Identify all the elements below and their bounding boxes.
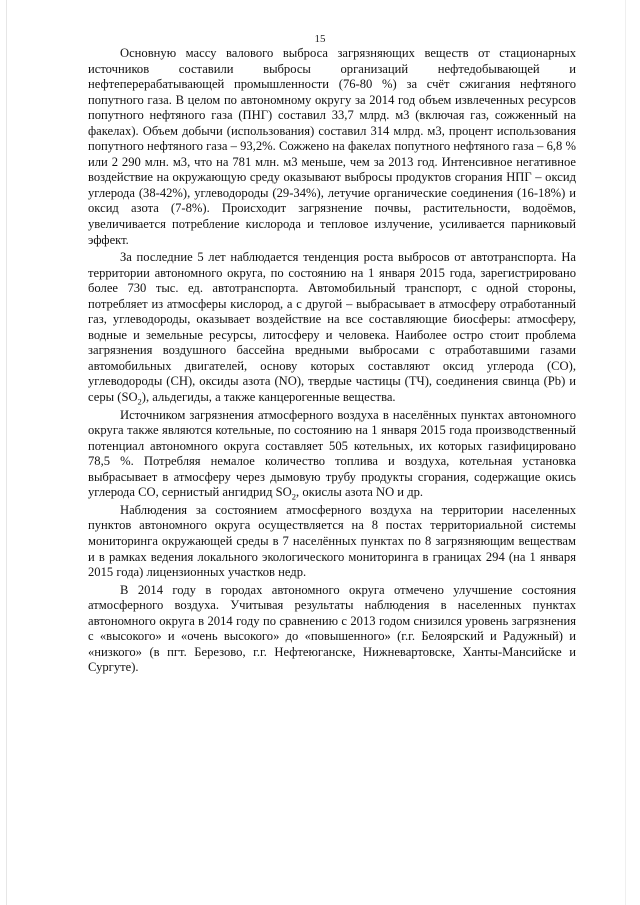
paragraph-vehicle-emissions: За последние 5 лет наблюдается тенденция роста выбросов от автотранспорта. На территории автономного округа, по состоянию на 1 января 2015 года, зарегистрировано более 730 тыс. ед. автотранспорта. Автомобильный транспорт, с одной стороны, потребляет из атмосферы кислород, а с другой – выбрасывает в атмосферу отработанный газ, углеводороды, оказывает воздействие на все составляющие биосферы: атмосферу, водные и земельные ресурсы, литосферу и человека. Наиболее остро стоит проблема загрязнения воздушного бассейна вредными выбросами с отработавшими газами автомобильных двигателей, основу которых составляют оксид углерода (CO), углеводороды (CH), оксиды азота (NO), твердые частицы (ТЧ), соединения свинца (Pb) и серы $(SO_2)$, альдегиды, а также канцерогенные вещества. — [88, 250, 576, 407]
paragraph-emissions-associated-gas: Основную массу валового выброса загрязняющих веществ от стационарных источников составили выбросы организаций нефтедобывающей и нефтеперерабатывающей промышленности (76-80 %) за счёт сжигания нефтяного попутного газа. В целом по автономному округу за 2014 год объем извлеченных ресурсов попутного нефтяного газа (ПНГ) составил 33,7 млрд. м3 (включая газ, сожженный на факелах). Объем добычи (использования) составил 314 млрд. м3, процент использования попутного нефтяного газа – 93,2%. Сожжено на факелах попутного нефтяного газа – 6,8 % или 2 290 млн. м3, что на 781 млн. м3 меньше, чем за 2013 год. Интенсивное негативное воздействие на окружающую среду оказывают выбросы продуктов сгорания НПГ – оксид углерода (38-42%), углеводороды (29-34%), летучие органические соединения (16-18%) и оксид азота (7-8%). Происходит загрязнение почвы, растительности, водоёмов, увеличивается потребление кислорода и тепловое излучение, усиливается парниковый эффект. — [88, 46, 576, 247]
paragraph-air-quality-2014: В 2014 году в городах автономного округа отмечено улучшение состояния атмосферного воздуха. Учитывая результаты наблюдения в населенных пунктах автономного округа в 2014 году по сравнению с 2013 годом снизился уровень загрязнения с «высокого» и «очень высокого» до «повышенного» (г.г. Белоярский и Радужный) и «низкого» (в пгт. Березово, г.г. Нефтеюганске, Нижневартовске, Ханты-Мансийске и Сургуте). — [88, 582, 576, 675]
paragraph-monitoring: Наблюдения за состоянием атмосферного воздуха на территории населенных пунктов автономного округа осуществляется на 8 постах территориальной системы мониторинга окружающей среды в 7 населённых пунктах по 8 загрязняющим веществам и в рамках ведения локального экологического мониторинга в границах 294 (на 1 января 2015 года) лицензионных участков недр. — [88, 502, 576, 580]
scan-edge-left — [6, 0, 7, 905]
body-text — [88, 46, 576, 676]
page-number: 15 — [314, 33, 326, 45]
scan-edge-right — [625, 0, 626, 905]
paragraph-boiler-houses: Источником загрязнения атмосферного воздуха в населённых пунктах автономного округа также являются котельные, по состоянию на 1 января 2015 года производственный потенциал автономного округа составляет 505 котельных, их которых газифицировано 78,5 %. Потребляя немалое количество топлива и воздуха, котельная установка выбрасывает в атмосферу через дымовую трубу продукты сгорания, содержащие окись углерода CO, сернистый ангидрид $SO_2$, окислы азота NO и др. — [88, 407, 576, 502]
